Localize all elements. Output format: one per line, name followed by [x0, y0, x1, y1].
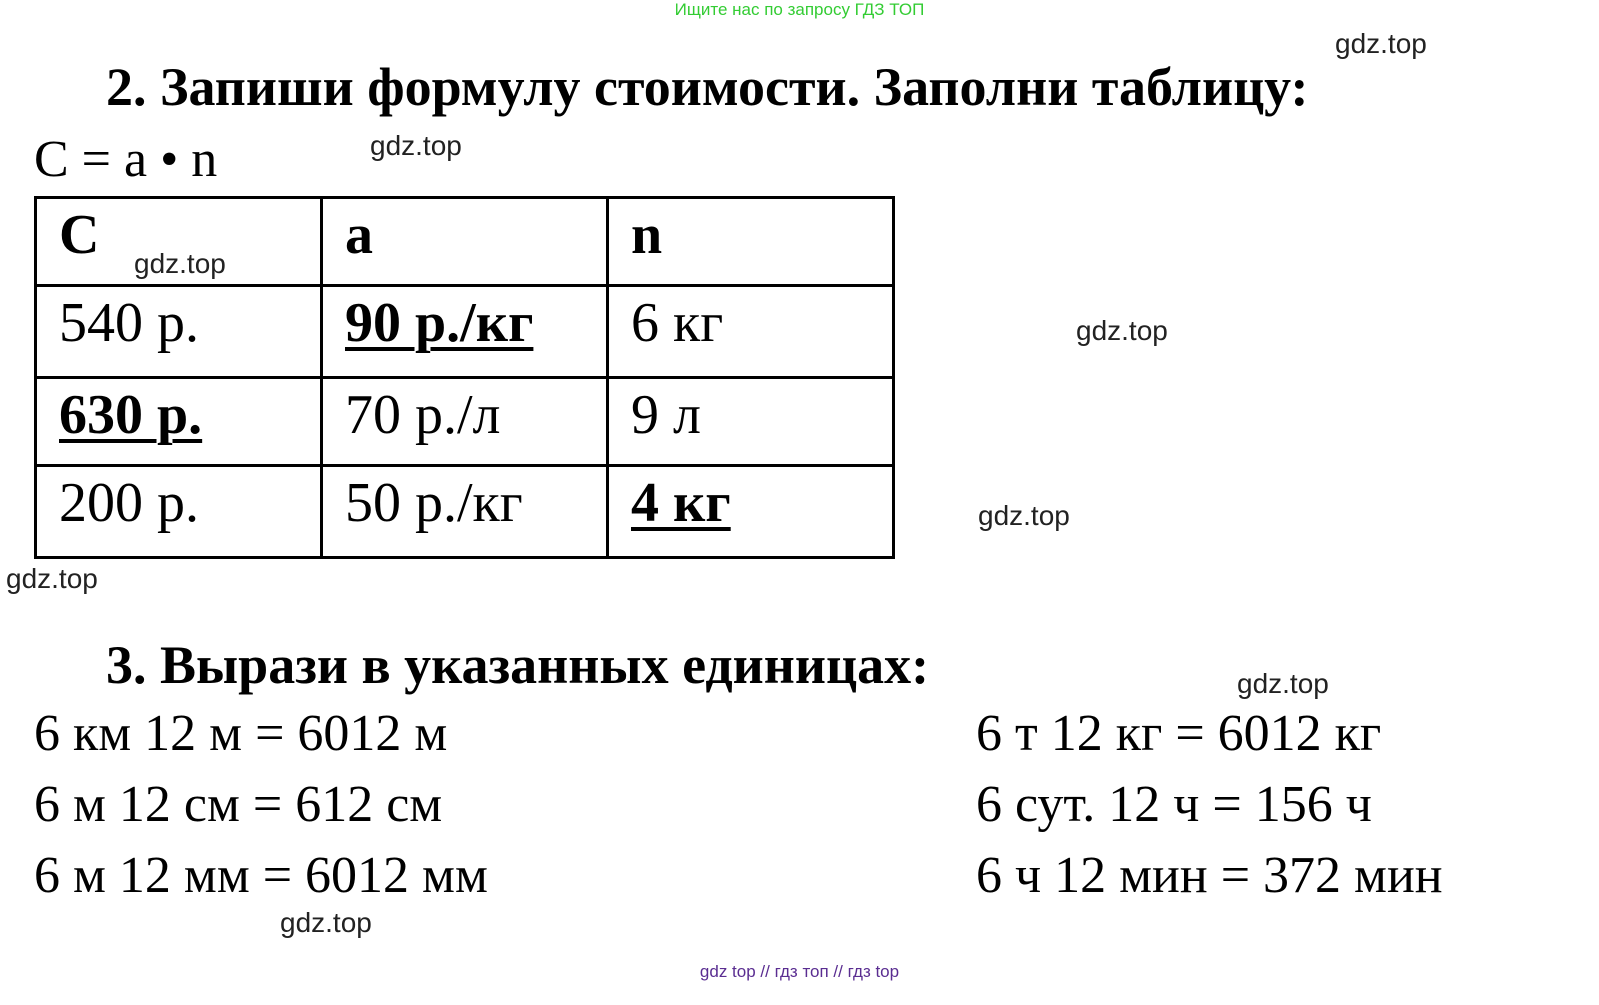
watermark: gdz.top [6, 563, 98, 594]
cost-formula: С = a • n [34, 131, 218, 188]
table-cell-answer [322, 286, 608, 378]
header-cell-c: С [36, 198, 322, 286]
table-cell: 6 кг [608, 286, 894, 378]
task2-title: 2. Запиши формулу стоимости. Заполни таблицу: [106, 57, 1309, 117]
header-cell-n: n [608, 198, 894, 286]
conversion-right-1: 6 т 12 кг = 6012 кг [976, 705, 1382, 762]
search-banner: Ищите нас по запросу ГДЗ ТОП [674, 0, 925, 19]
watermark: gdz.top [1076, 315, 1168, 346]
watermark: gdz.top [280, 907, 372, 938]
watermark: gdz.top [1335, 28, 1427, 59]
watermark: gdz.top [370, 130, 462, 161]
watermark: gdz.top [1237, 668, 1329, 699]
answer-value: 630 р. [59, 384, 203, 446]
conversion-left-3: 6 м 12 мм = 6012 мм [34, 847, 488, 904]
watermark: gdz.top [134, 248, 226, 279]
table-cell: 200 р. [36, 466, 322, 558]
table-cell-answer [608, 466, 894, 558]
watermark: gdz.top [978, 500, 1070, 531]
table-cell-answer [36, 378, 322, 466]
table-cell: 50 р./кг [322, 466, 608, 558]
header-cell-a: a [322, 198, 608, 286]
footer-links: gdz top // гдз топ // гдз top [699, 962, 900, 981]
answer-value: 90 р./кг [345, 292, 534, 354]
table-cell: 70 р./л [322, 378, 608, 466]
conversion-left-2: 6 м 12 см = 612 см [34, 776, 443, 833]
conversion-left-1: 6 км 12 м = 6012 м [34, 705, 448, 762]
answer-value: 4 кг [631, 472, 731, 534]
table-row [36, 378, 894, 466]
table-row [36, 466, 894, 558]
table-cell: 9 л [608, 378, 894, 466]
conversion-right-2: 6 сут. 12 ч = 156 ч [976, 776, 1372, 833]
table-cell: 540 р. [36, 286, 322, 378]
conversion-right-3: 6 ч 12 мин = 372 мин [976, 847, 1443, 904]
task3-title: 3. Вырази в указанных единицах: [106, 635, 930, 695]
table-row [36, 286, 894, 378]
